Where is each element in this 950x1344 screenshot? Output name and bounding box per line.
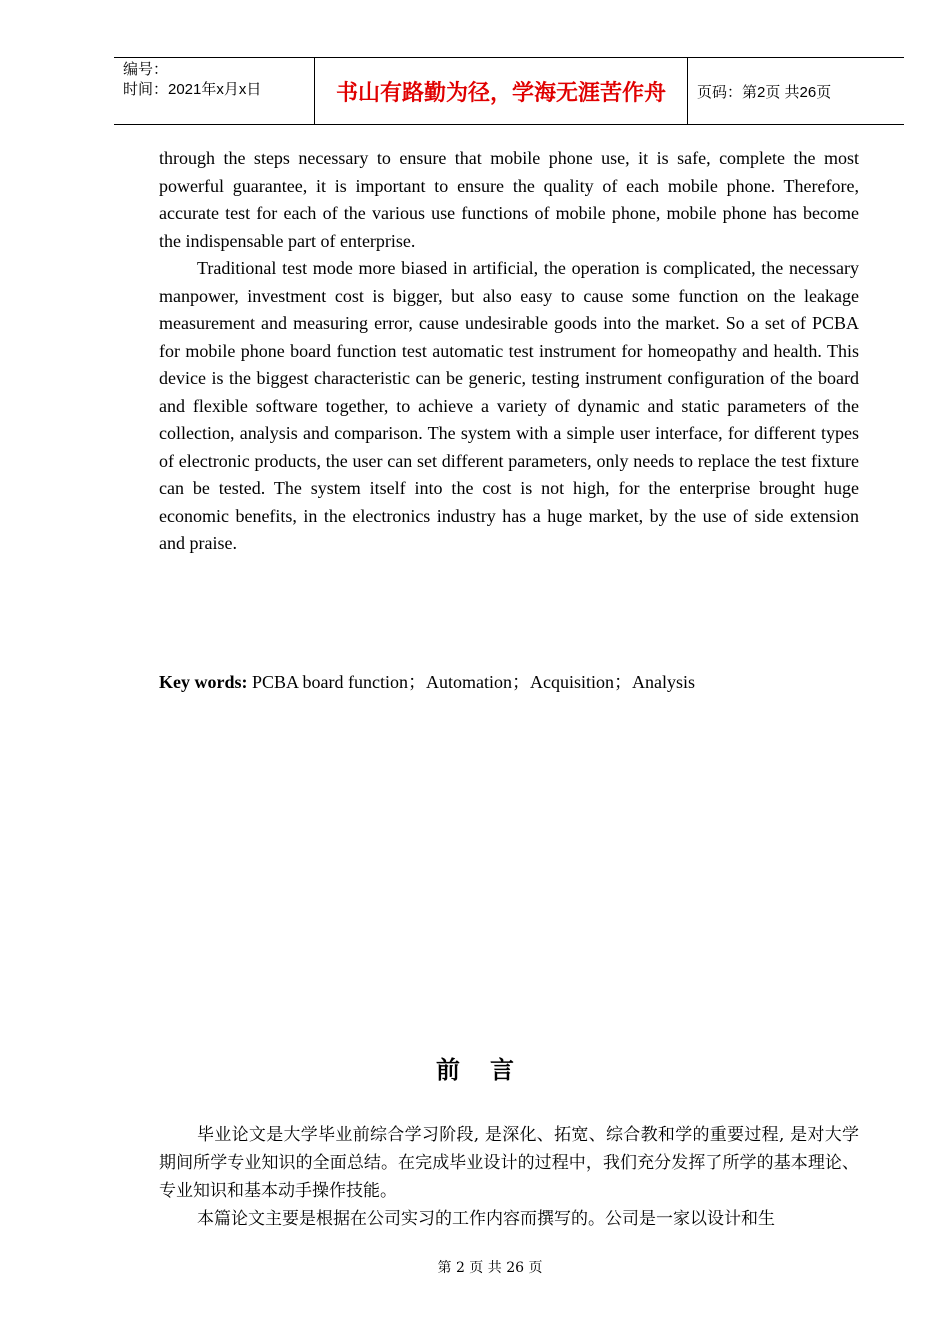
document-number-label: 编号： <box>123 61 169 78</box>
header-page-cell <box>688 58 904 124</box>
header-meta-cell <box>114 58 315 124</box>
page-footer: 第 2 页 共 26 页 <box>437 1260 543 1276</box>
abstract-paragraph: Traditional test mode more biased in artificial, the operation is complicated, the necessary manpower, investment cost is bigger, but also easy to cause some function on the leakage measurement and measuring error, cause undesirable goods into the market. So a set of PCBA for mobile phone board function test automatic test instrument for homeopathy and health. This device is the biggest characteristic can be generic, testing instrument configuration of the board and flexible software together, to achieve a variety of dynamic and static parameters of the collection, analysis and comparison. The system with a simple user interface, for different types of electronic products, the user can set different parameters, only needs to replace the test fixture can be tested. The system itself into the cost is not high, for the enterprise brought huge economic benefits, in the electronics industry has a huge market, by the use of side extension and praise. <box>159 258 859 553</box>
header-motto-cell <box>315 58 688 124</box>
keywords-line <box>159 669 695 696</box>
keywords-label: Key words: <box>159 672 248 692</box>
header-motto: 书山有路勤为径，学海无涯苦作舟 <box>335 80 666 106</box>
preface-paragraph: 毕业论文是大学毕业前综合学习阶段, 是深化、拓宽、综合教和学的重要过程, 是对大学期间所学专业知识的全面总结。在完成毕业设计的过程中，我们充分发挥了所学的基本理论、专业知识和基本动手操作技能。 <box>159 1125 859 1201</box>
document-time-label: 时间：2021年x月x日 <box>123 81 262 98</box>
page-header <box>114 57 904 125</box>
header-page-info: 页码：第2页 共26页 <box>697 83 832 101</box>
abstract-body <box>159 145 859 558</box>
preface-heading: 前言 <box>436 1056 544 1084</box>
preface-body <box>159 1121 859 1233</box>
preface-paragraph: 本篇论文主要是根据在公司实习的工作内容而撰写的。公司是一家以设计和生 <box>197 1209 775 1229</box>
keywords-value: PCBA board function；Automation；Acquisition；Analysis <box>252 672 695 692</box>
abstract-paragraph: through the steps necessary to ensure that mobile phone use, it is safe, complete the most powerful guarantee, it is important to ensure the quality of each mobile phone. Therefore, accurate test for each of the various use functions of mobile phone, mobile phone has become the indispensable part of enterprise. <box>159 148 859 251</box>
